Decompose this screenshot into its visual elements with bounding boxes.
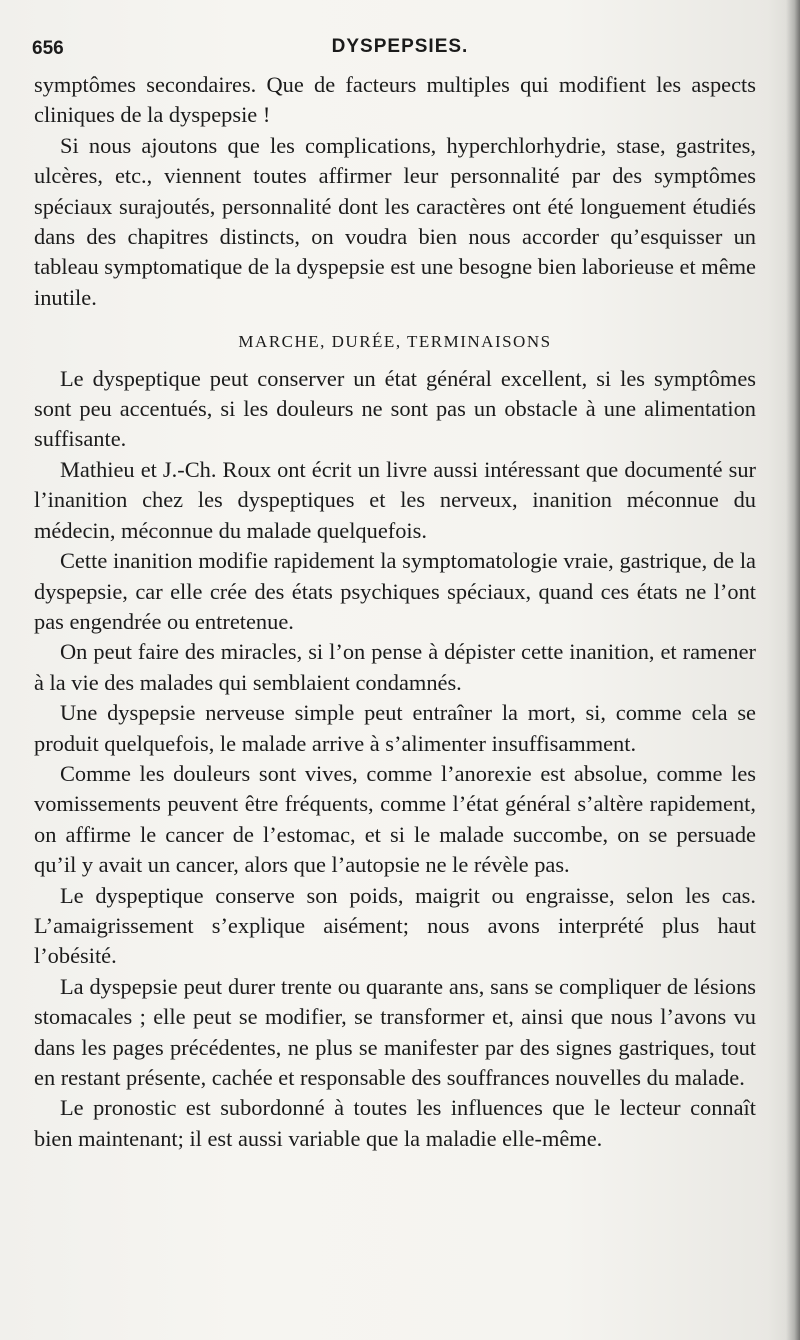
paragraph: Le dyspeptique peut conserver un état général excellent, si les symptômes sont peu accentués, si les douleurs ne sont pas un obstacle à une alimentation suffisante.	[34, 365, 756, 452]
paragraph: Cette inanition modifie rapidement la symptomatologie vraie, gastrique, de la dyspepsie, car elle crée des états psychiques spéciaux, quand ces états ne l’ont pas engendrée ou entretenue.	[34, 548, 756, 634]
book-spine-shadow	[786, 0, 800, 1340]
paragraph: Le dyspeptique conserve son poids, maigrit ou engraisse, selon les cas. L’amaigrissement s’explique aisément; nous avons interprété plus haut l’obésité.	[34, 882, 756, 969]
paragraph: symptômes secondaires. Que de facteurs multiples qui modifient les aspects cliniques de la dyspepsie !	[34, 72, 756, 128]
body-text	[34, 70, 756, 1154]
paragraph: Le pronostic est subordonné à toutes les influences que le lecteur connaît bien maintenant; il est aussi variable que la maladie elle-même.	[34, 1095, 756, 1151]
paragraph: Mathieu et J.-Ch. Roux ont écrit un livre aussi intéressant que documenté sur l’inanition chez les dyspeptiques et les nerveux, inanition méconnue du médecin, méconnue du malade quelquefois.	[34, 456, 756, 543]
paragraph: Si nous ajoutons que les complications, hyperchlorhydrie, stase, gastrites, ulcères, etc., viennent toutes affirmer leur personnalité par des symptômes spéciaux surajoutés, personnalité dont les caractères ont été longuement étudiés dans des chapitres distincts, on voudra bien nous accorder qu’esquisser un tableau symptomatique de la dyspepsie est une besogne bien laborieuse et même inutile.	[34, 132, 756, 310]
page-header	[30, 30, 770, 64]
running-title: DYSPEPSIES.	[331, 36, 469, 57]
paragraph: Comme les douleurs sont vives, comme l’anorexie est absolue, comme les vomissements peuvent être fréquents, comme l’état général s’altère rapidement, on affirme le cancer de l’estomac, et si le malade succombe, on se persuade qu’il y avait un cancer, alors que l’autopsie ne le révèle pas.	[34, 760, 756, 878]
page-number: 656	[32, 38, 64, 59]
section-heading: MARCHE, DURÉE, TERMINAISONS	[238, 332, 552, 352]
paragraph: La dyspepsie peut durer trente ou quarante ans, sans se compliquer de lésions stomacales ; elle peut se modifier, se transformer et, ainsi que nous l’avons vu dans les pages précédentes, ne plus se manifester par des signes gastriques, tout en restant présente, cachée et responsable des souffrances nouvelles du malade.	[34, 973, 756, 1090]
paragraph: On peut faire des miracles, si l’on pense à dépister cette inanition, et ramener à la vie des malades qui semblaient condamnés.	[34, 639, 756, 695]
paragraph: Une dyspepsie nerveuse simple peut entraîner la mort, si, comme cela se produit quelquefois, le malade arrive à s’alimenter insuffisamment.	[34, 700, 756, 756]
